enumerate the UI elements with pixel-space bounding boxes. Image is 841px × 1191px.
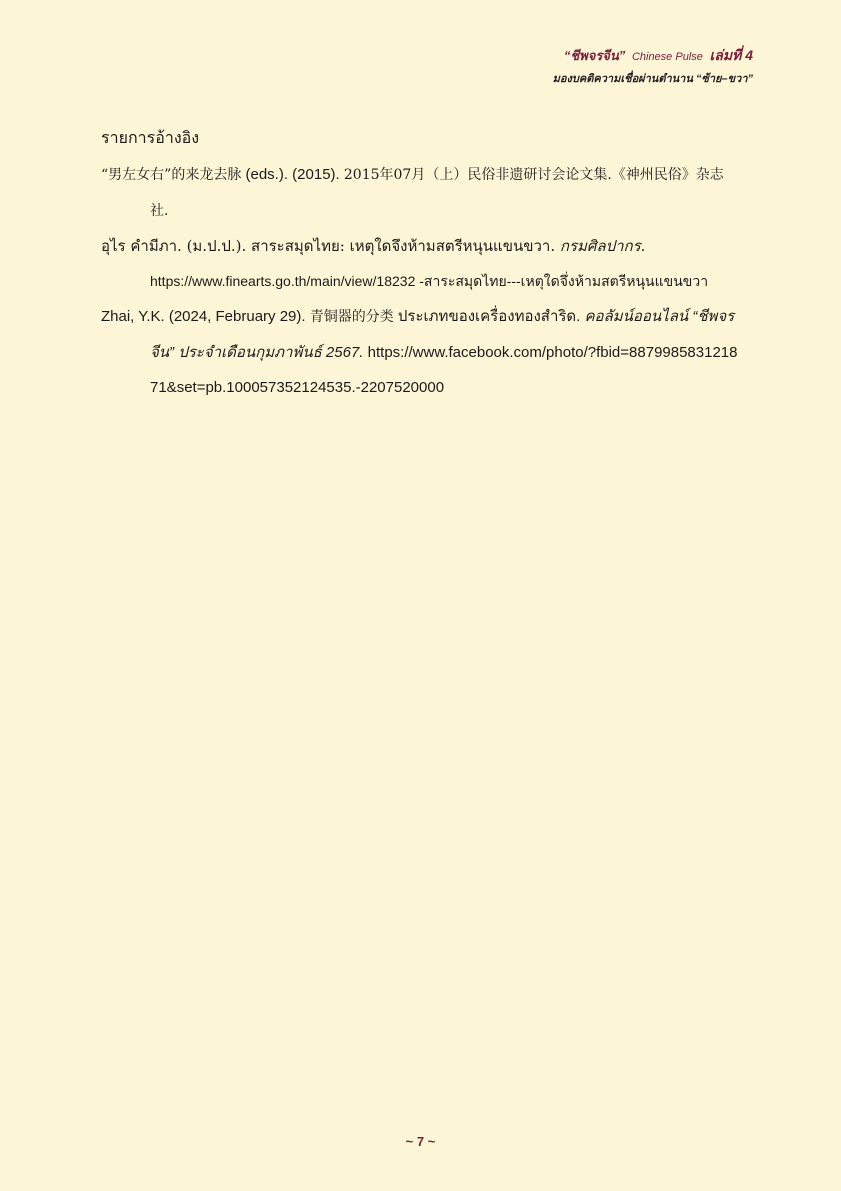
ref3-author: Zhai, Y.K. (2024, February 29).: [101, 308, 310, 325]
reference-item-1: [101, 157, 741, 229]
section-title: รายการอ้างอิง: [101, 130, 200, 147]
journal-english-title: Chinese Pulse: [631, 51, 703, 63]
ref3-column: คอลัมน์ออนไลน์ “ชีพจรจีน” ประจำเดือนกุมภาพันธ์ 2567.: [150, 308, 735, 361]
ref2-author: อุไร คำมีภา. (ม.ป.ป.).: [101, 237, 252, 255]
journal-name: [553, 44, 753, 68]
ref1-eds: (eds.). (2015).: [241, 166, 344, 183]
ref3-url-link[interactable]: https://www.facebook.com/photo/?fbid=887998583121871&set=pb.100057352124535.-2207520000: [150, 344, 738, 396]
ref2-publisher: กรมศิลปากร.: [559, 237, 646, 255]
page-header: [553, 44, 753, 90]
reference-item-2: [101, 229, 741, 299]
article-running-title: มองบคติความเชื่อผ่านตำนาน “ซ้าย–ขวา”: [552, 73, 753, 85]
ref3-title-th: ประเภทของเครื่องทองสำริด.: [393, 308, 585, 325]
journal-thai-title: “ชีพจรจีน”: [563, 48, 626, 63]
ref1-conference-cn: 2015年07月（上）民俗非遗研讨会论文集.《神州民俗》杂志社.: [150, 167, 724, 219]
ref2-url-link[interactable]: https://www.finearts.go.th/main/view/18232 -สาระสมุดไทย---เหตุใดจึ่งห้ามสตรีหนุนแขนขวา: [150, 273, 709, 289]
ref2-title: สาระสมุดไทย: เหตุใดจึงห้ามสตรีหนุนแขนขวา.: [251, 237, 560, 255]
reference-item-3: [101, 299, 741, 405]
ref3-title-cn: 青铜器的分类: [309, 309, 394, 325]
page-number: ~ 7 ~: [405, 1134, 436, 1149]
journal-volume: เล่มที่ 4: [709, 47, 753, 63]
ref1-title-cn: “男左女右”的来龙去脉: [101, 167, 242, 183]
references-section: [101, 127, 741, 405]
